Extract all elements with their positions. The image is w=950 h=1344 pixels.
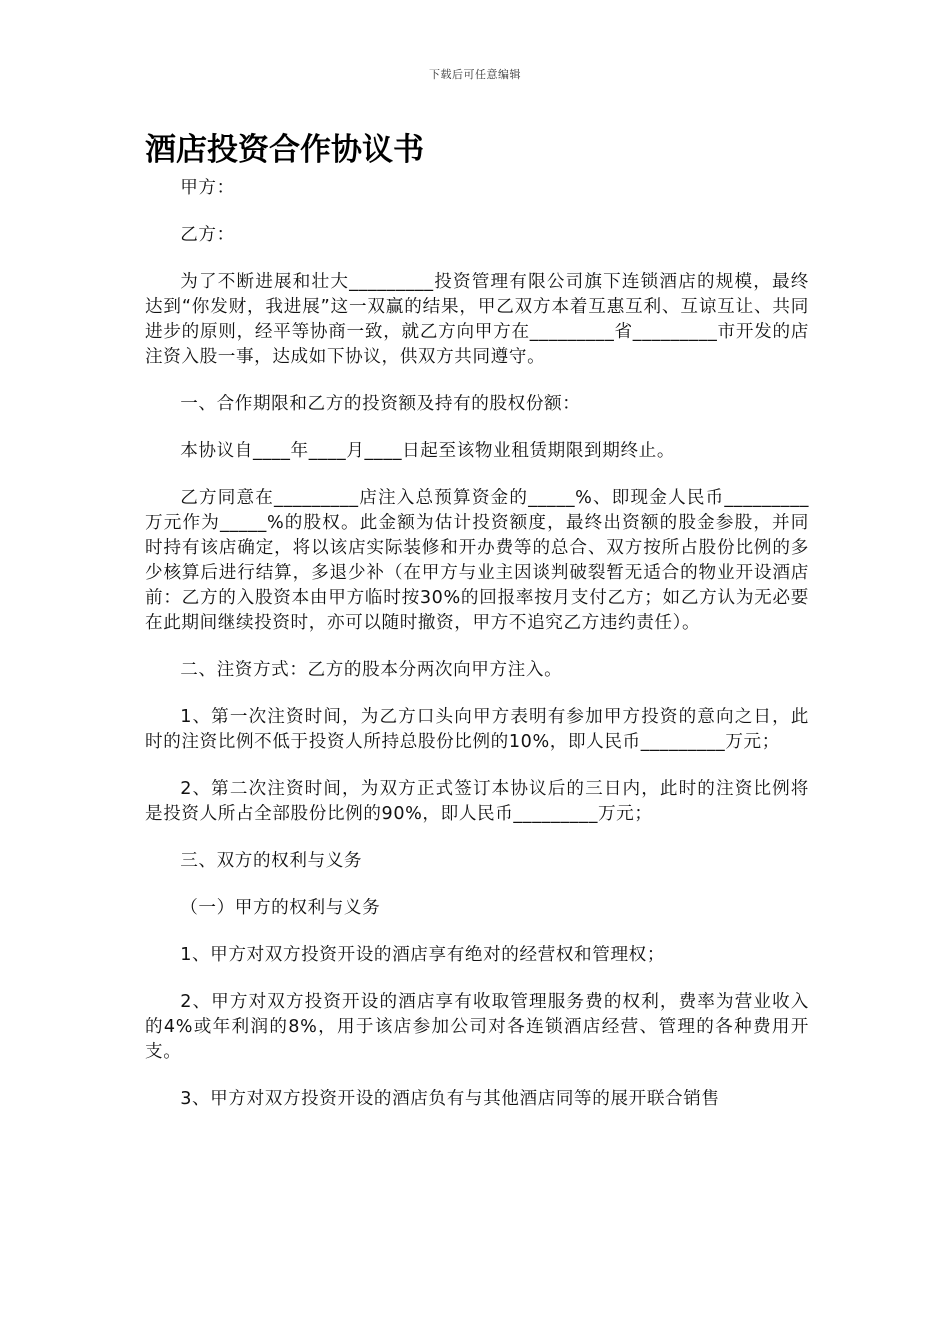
document-title: 酒店投资合作协议书 [145,132,424,168]
section-2-heading: 二、注资方式：乙方的股本分两次向甲方注入。 [180,660,563,680]
investment-paragraph: 乙方同意在_________店注入总预算资金的_____%、即现金人民币_________万元作为_____%的股权。此金额为估计投资额度，最终出资额的股金参股，并同时持有该店确定，将以该店实际装修和开办费等的总合、双方按所占股份比例的多少核算后进行结算，多退少补（在甲方与业主因谈判破裂暂无适合的物业开设酒店前：乙方的入股资本由甲方临时按30%的回报率按月支付乙方；如乙方认为无必要在此期间继续投资时，亦可以随时撤资，甲方不追究乙方违约责任）。 [145,488,809,633]
header-note: 下载后可任意编辑 [429,68,521,81]
preamble-paragraph: 为了不断进展和壮大_________投资管理有限公司旗下连锁酒店的规模，最终达到“你发财，我进展”这一双赢的结果，甲乙双方本着互惠互利、互谅互让、共同进步的原则，经平等协商一致，就乙方向甲方在_________省_________市开发的店注资入股一事，达成如下协议，供双方共同遵守。 [145,272,809,367]
subsection-party-a-heading: （一）甲方的权利与义务 [180,898,381,918]
second-injection-paragraph: 2、第二次注资时间，为双方正式签订本协议后的三日内，此时的注资比例将是投资人所占全部股份比例的90%，即人民币_________万元； [145,779,809,824]
party-a-right-1: 1、甲方对双方投资开设的酒店享有绝对的经营权和管理权； [180,945,666,965]
document-body [145,172,809,1134]
party-a-right-3: 3、甲方对双方投资开设的酒店负有与其他酒店同等的展开联合销售 [180,1089,720,1109]
term-paragraph: 本协议自____年____月____日起至该物业租赁期限到期终止。 [180,441,676,461]
party-a-line: 甲方： [180,178,235,198]
section-3-heading: 三、双方的权利与义务 [180,851,363,871]
first-injection-paragraph: 1、第一次注资时间，为乙方口头向甲方表明有参加甲方投资的意向之日，此时的注资比例不低于投资人所持总股份比例的10%，即人民币_________万元； [145,707,809,752]
section-1-heading: 一、合作期限和乙方的投资额及持有的股权份额： [180,394,581,414]
party-b-line: 乙方： [180,225,235,245]
party-a-right-2: 2、甲方对双方投资开设的酒店享有收取管理服务费的权利，费率为营业收入的4%或年利润的8%，用于该店参加公司对各连锁酒店经营、管理的各种费用开支。 [145,992,809,1062]
